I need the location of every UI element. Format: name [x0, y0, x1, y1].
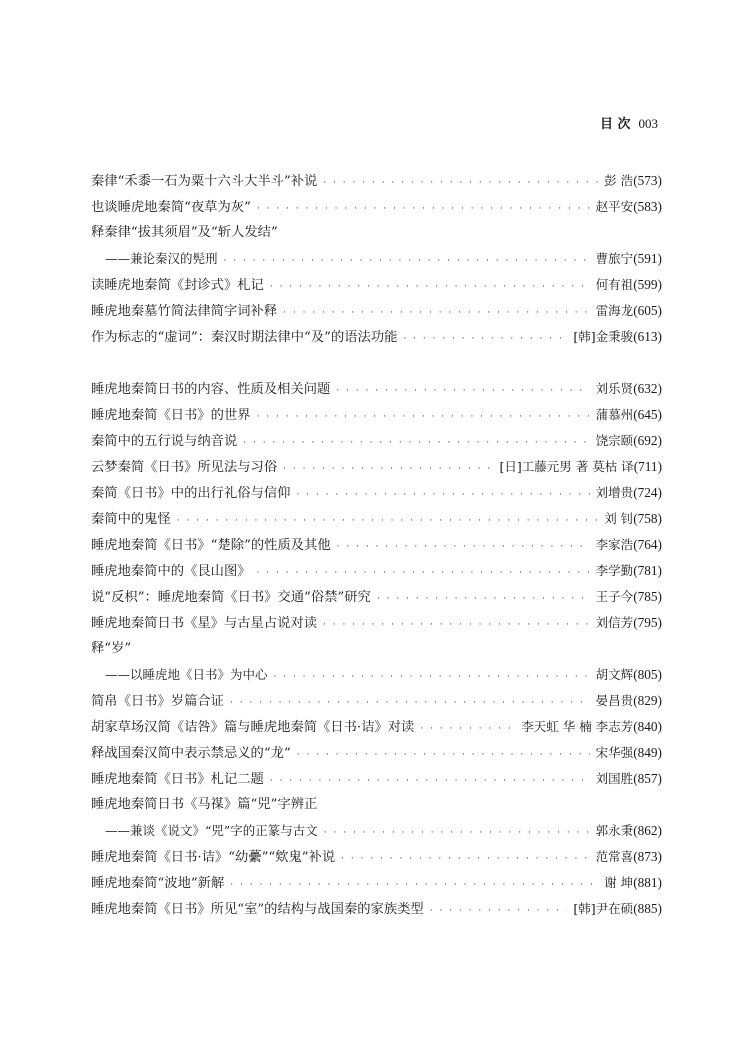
toc-author: 晏昌贵 [595, 693, 634, 708]
toc-entry[interactable] [91, 870, 662, 896]
toc-page: (758) [633, 511, 662, 526]
toc-author: [日]工藤元男 著 莫枯 译 [499, 459, 634, 474]
toc-entry[interactable] [91, 844, 662, 870]
toc-entry[interactable] [91, 818, 662, 844]
dot-leader [270, 768, 590, 792]
dot-leader [283, 456, 493, 480]
toc-title: 睡虎地秦简《日书》“楚除”的性质及其他 [91, 538, 331, 553]
toc-title: 也谈睡虎地秦简“夜草为灰” [91, 200, 251, 215]
dot-leader [257, 560, 590, 584]
toc-page: (857) [633, 771, 662, 786]
toc-author: 彭 浩 [604, 173, 634, 188]
toc-title: 云梦秦简《日书》所见法与习俗 [91, 460, 278, 475]
toc-entry[interactable] [91, 480, 662, 506]
toc-author: 李学勤 [595, 563, 634, 578]
toc-entry[interactable] [91, 740, 662, 766]
dot-leader [177, 508, 598, 532]
toc-entry[interactable] [91, 610, 662, 636]
toc-heading: 睡虎地秦简日书《马禖》篇“兕”字辨正 [91, 797, 318, 812]
toc-author: [韩]金秉骏 [573, 329, 634, 344]
toc-page: (632) [633, 381, 662, 396]
toc-author: 谢 坤 [604, 875, 634, 890]
toc-heading: 释“岁” [91, 641, 132, 656]
toc-entry[interactable] [91, 766, 662, 792]
dot-leader [283, 300, 590, 324]
toc-entry[interactable] [91, 324, 662, 350]
toc-entry[interactable] [91, 272, 662, 298]
toc-author: 刘国胜 [595, 771, 634, 786]
toc-page: (862) [633, 823, 662, 838]
toc-title: 睡虎地秦简中的《艮山图》 [91, 564, 251, 579]
toc-group-2 [91, 376, 662, 922]
toc-page: (724) [633, 485, 662, 500]
dot-leader [323, 170, 598, 194]
toc-entry[interactable] [91, 584, 662, 610]
toc-author: 范常喜 [595, 849, 634, 864]
toc-entry[interactable] [91, 428, 662, 454]
toc-author: 赵平安 [595, 199, 634, 214]
toc-author: 李天虹 华 楠 李志芳 [521, 719, 634, 734]
toc-entry[interactable] [91, 376, 662, 402]
toc-page: (795) [633, 615, 662, 630]
toc-entry[interactable] [91, 402, 662, 428]
toc-entry[interactable] [91, 558, 662, 584]
dot-leader [257, 196, 590, 220]
dot-leader [377, 586, 590, 610]
toc-page: (613) [633, 329, 662, 344]
toc-page: (849) [633, 745, 662, 760]
toc-page: (645) [633, 407, 662, 422]
toc-page: (785) [633, 589, 662, 604]
running-head [600, 113, 658, 132]
toc-page: (583) [633, 199, 662, 214]
toc-title: 作为标志的“虚词”：秦汉时期法律中“及”的语法功能 [91, 330, 398, 345]
toc-title: 简帛《日书》岁篇合证 [91, 694, 224, 709]
toc-title: 秦律“禾黍一石为粟十六斗大半斗”补说 [91, 174, 318, 189]
toc-page: (711) [633, 459, 662, 474]
toc-author: 何有祖 [595, 277, 634, 292]
toc-entry[interactable] [91, 168, 662, 194]
toc-entry[interactable] [91, 532, 662, 558]
toc-page: (873) [633, 849, 662, 864]
toc-author: 胡文辉 [595, 667, 634, 682]
toc-author: 宋华强 [595, 745, 634, 760]
dot-leader [224, 248, 590, 272]
dot-leader [403, 326, 567, 350]
dot-leader [420, 716, 515, 740]
dot-leader [230, 690, 590, 714]
toc-page: (573) [633, 173, 662, 188]
toc-group-1 [91, 168, 662, 350]
toc-page: (599) [633, 277, 662, 292]
dot-leader [297, 742, 590, 766]
toc-title: 胡家草场汉简《诘咎》篇与睡虎地秦简《日书·诘》对读 [91, 720, 415, 735]
toc-author: 饶宗颐 [595, 433, 634, 448]
dot-leader [243, 430, 589, 454]
toc-heading: 释秦律“拔其须眉”及“斩人发结” [91, 225, 278, 240]
toc-entry[interactable] [91, 298, 662, 324]
dot-leader [296, 482, 589, 506]
toc-author: 郭永秉 [595, 823, 634, 838]
toc-subtitle: ——兼谈《说文》“兕”字的正篆与古文 [105, 823, 318, 838]
toc-author: 刘信芳 [595, 615, 634, 630]
toc-page: (840) [633, 719, 662, 734]
toc-page: (885) [633, 901, 662, 916]
toc-title: 睡虎地秦简“波地”新解 [91, 876, 225, 891]
dot-leader [337, 534, 590, 558]
dot-leader [270, 274, 590, 298]
dot-leader [274, 664, 590, 688]
toc-title: 释战国秦汉简中表示禁忌义的“龙” [91, 746, 291, 761]
toc-entry[interactable] [91, 506, 662, 532]
toc-author: 曹旅宁 [595, 251, 634, 266]
dot-leader [230, 872, 598, 896]
toc-entry[interactable] [91, 688, 662, 714]
toc-page: (591) [633, 251, 662, 266]
dot-leader [430, 898, 568, 922]
section-title: 目 次 [599, 117, 631, 132]
dot-leader [336, 378, 589, 402]
toc-title: 秦简中的五行说与纳音说 [91, 434, 238, 449]
dot-leader [324, 820, 590, 844]
toc-title: 秦简中的鬼怪 [91, 512, 171, 527]
toc-title: 睡虎地秦简《日书·诘》“幼虆”“欸鬼”补说 [91, 850, 336, 865]
dot-leader [323, 612, 590, 636]
toc-title: 睡虎地秦简《日书》札记二题 [91, 772, 264, 787]
toc-entry[interactable] [91, 896, 662, 922]
toc-title: 秦简《日书》中的出行礼俗与信仰 [91, 486, 291, 501]
toc-page: (781) [633, 563, 662, 578]
toc-page: (692) [633, 433, 662, 448]
toc-subtitle: ——以睡虎地《日书》为中心 [105, 667, 268, 682]
toc-entry[interactable] [91, 194, 662, 220]
toc-title: 说“反枳”：睡虎地秦简《日书》交通“俗禁”研究 [91, 590, 371, 605]
toc-entry[interactable] [91, 454, 662, 480]
toc-title: 睡虎地秦简日书《星》与古星占说对读 [91, 616, 318, 631]
toc-author: 蒲慕州 [595, 407, 634, 422]
page-number: 003 [638, 116, 658, 131]
dot-leader [341, 846, 590, 870]
toc-page: (605) [633, 303, 662, 318]
toc-page: (881) [633, 875, 662, 890]
toc-author: 雷海龙 [595, 303, 634, 318]
toc-page: (805) [633, 667, 662, 682]
toc-entry[interactable] [91, 662, 662, 688]
toc-entry[interactable] [91, 714, 662, 740]
toc-title: 睡虎地秦简《日书》的世界 [91, 408, 251, 423]
toc-author: 刘增贵 [595, 485, 634, 500]
toc-author: [韩]尹在硕 [573, 901, 634, 916]
toc-page: (764) [633, 537, 662, 552]
toc-author: 王子今 [595, 589, 634, 604]
toc-page: (829) [633, 693, 662, 708]
toc-entry[interactable] [91, 246, 662, 272]
toc-author: 刘 钊 [604, 511, 634, 526]
toc-title: 睡虎地秦简《日书》所见“室”的结构与战国秦的家族类型 [91, 902, 424, 917]
toc-title: 读睡虎地秦简《封诊式》札记 [91, 278, 264, 293]
toc-title: 睡虎地秦简日书的内容、性质及相关问题 [91, 382, 331, 397]
toc-author: 刘乐贤 [595, 381, 634, 396]
toc-title: 睡虎地秦墓竹简法律简字词补释 [91, 304, 278, 319]
toc-subtitle: ——兼论秦汉的髡刑 [105, 251, 218, 266]
dot-leader [257, 404, 590, 428]
toc-author: 李家浩 [595, 537, 634, 552]
